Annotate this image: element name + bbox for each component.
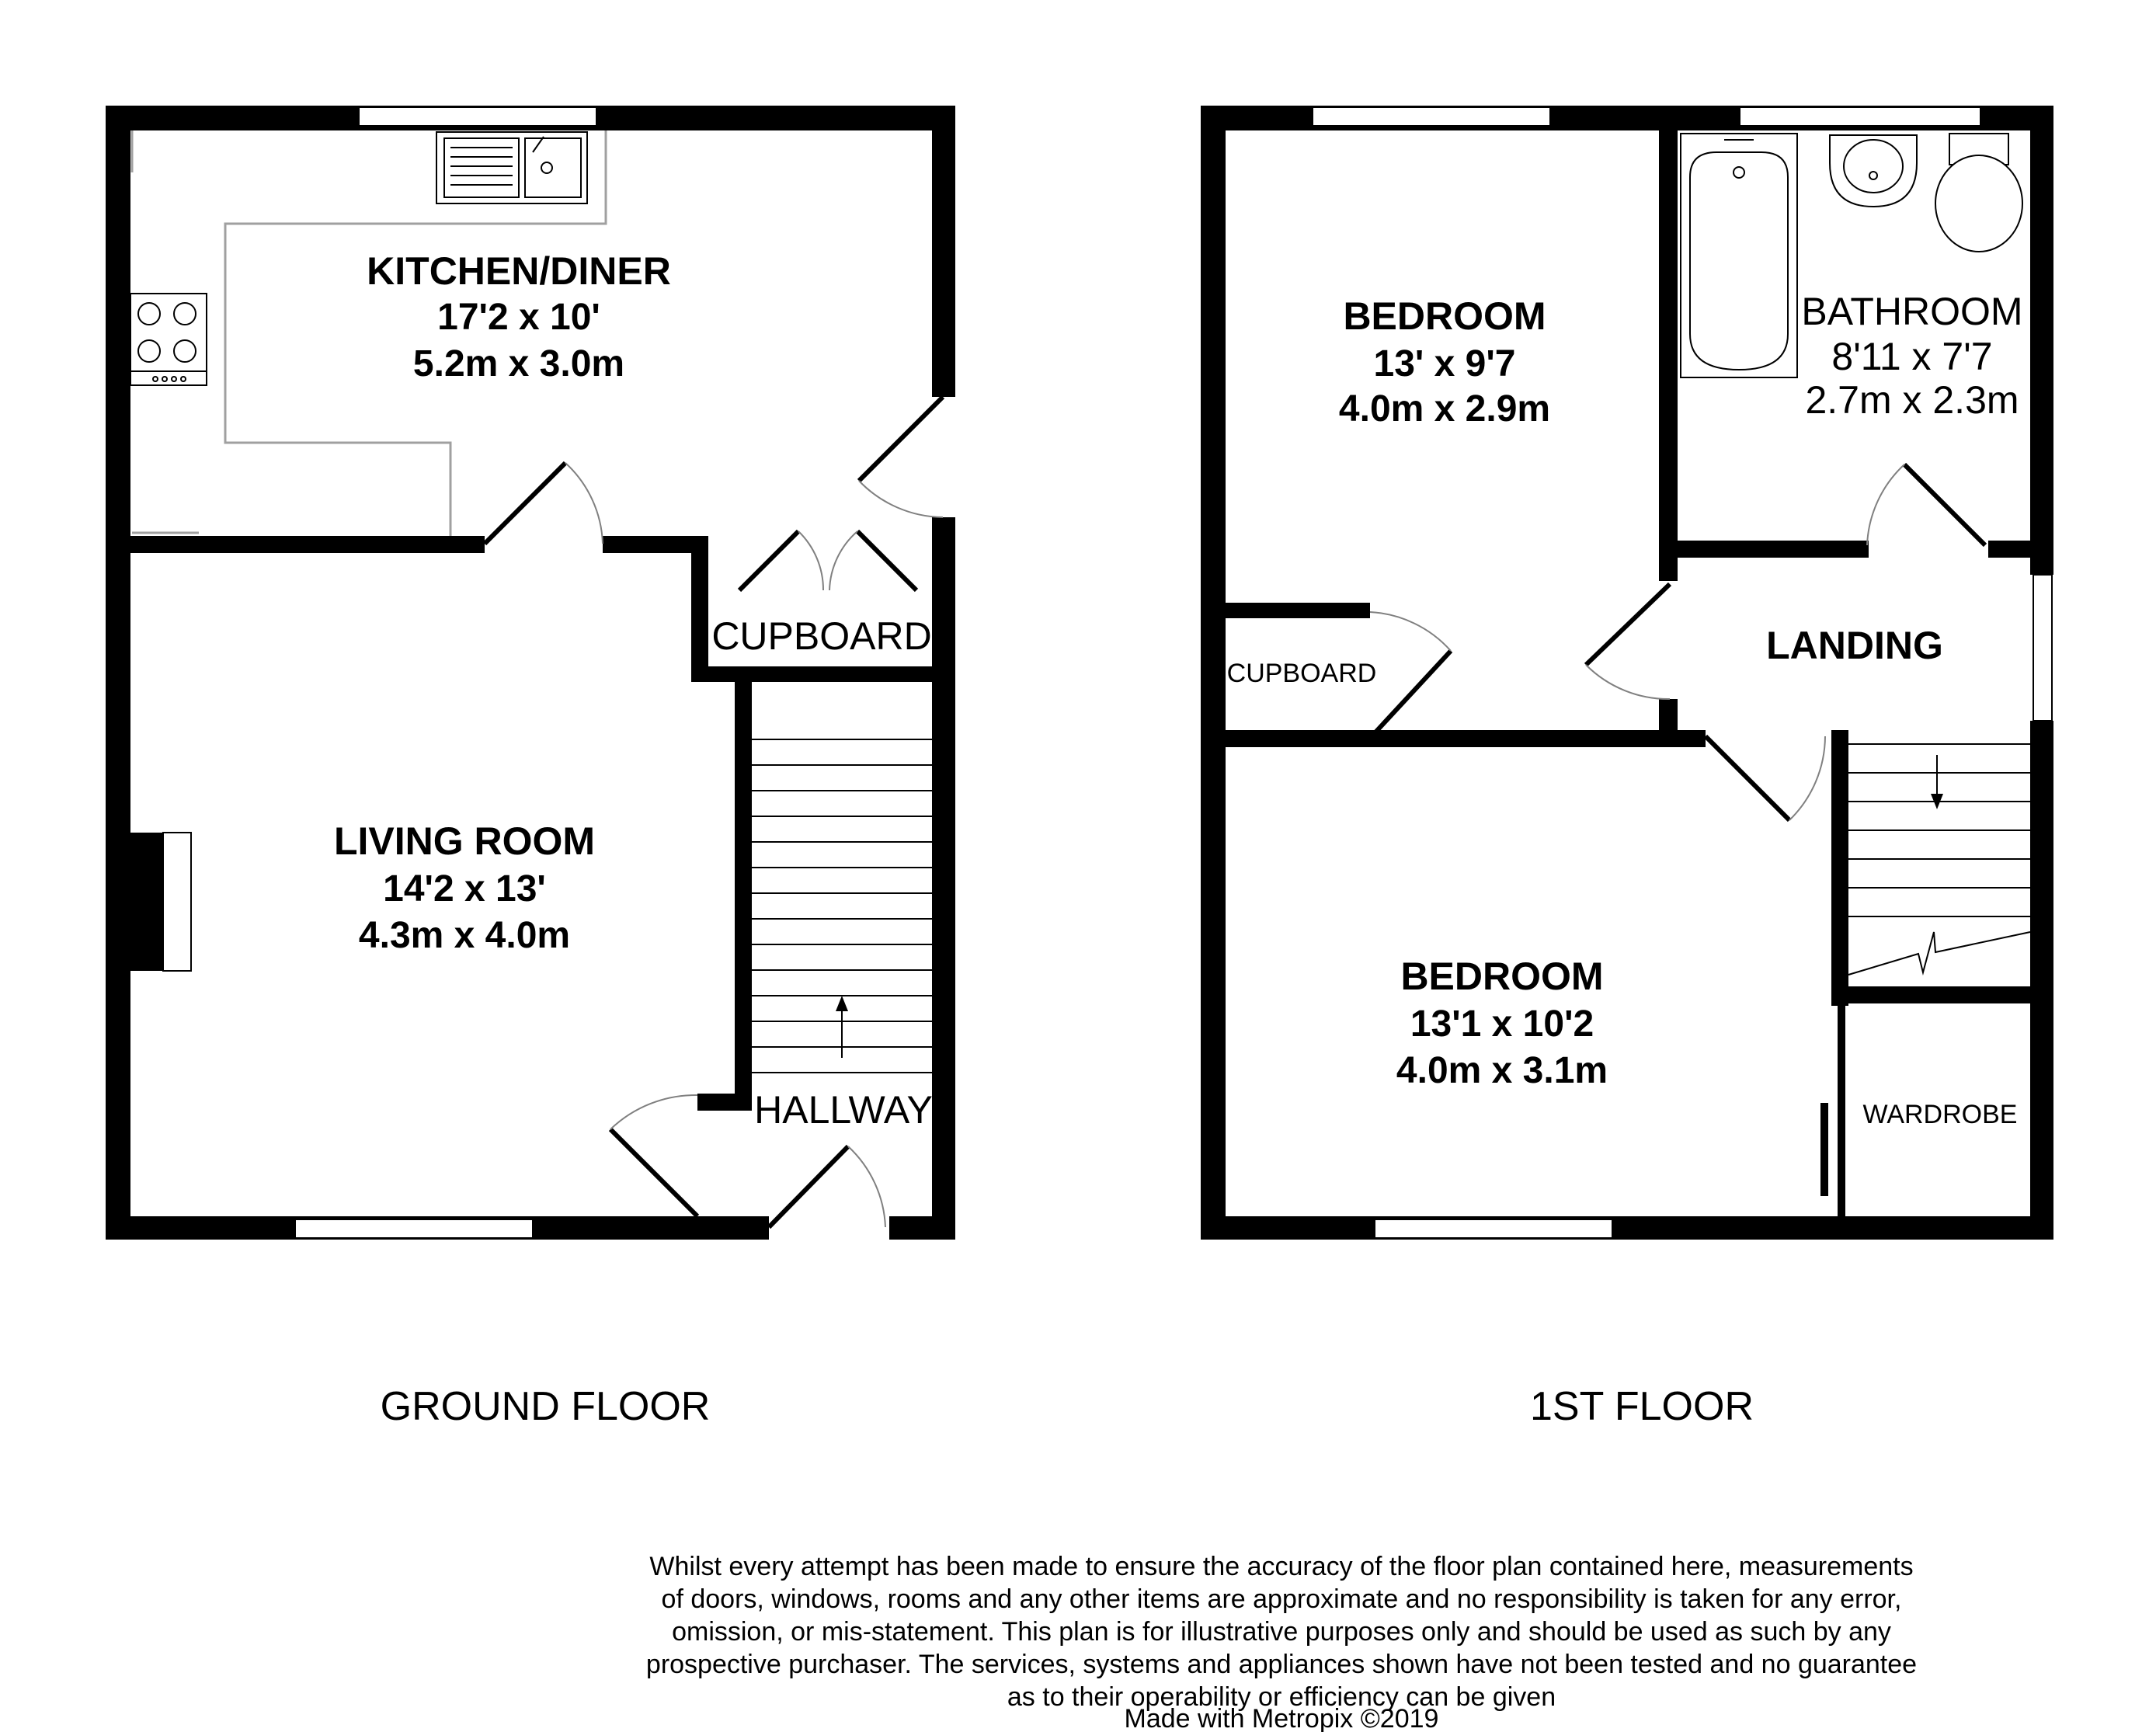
disclaimer: [646, 1552, 1917, 1712]
ground-floor-label: GROUND FLOOR: [380, 1384, 711, 1429]
ff-wall-bed1-bath: [1659, 106, 1678, 581]
ff-window-bedroom-2: [1375, 1219, 1612, 1238]
stair-up-arrow-icon: [836, 996, 848, 1058]
gf-door-cupboard-right: [829, 531, 916, 590]
ff-wardrobe-wall: [1838, 1002, 1845, 1227]
room-name-bedroom-2: BEDROOM: [1400, 955, 1604, 998]
room-size-imperial-bedroom-2: 13'1 x 10'2: [1410, 1003, 1594, 1045]
fireplace-chimney: [124, 833, 163, 971]
landing-label: LANDING: [1766, 624, 1943, 667]
ff-window-landing: [2033, 575, 2052, 721]
gf-door-kitchen-living: [485, 463, 603, 544]
room-size-imperial-kitchen-diner: 17'2 x 10': [437, 297, 600, 338]
ff-door-bedroom-1: [1586, 584, 1670, 699]
kitchen-hob-icon: [130, 294, 207, 385]
gf-cupboard-wall-bottom: [691, 666, 955, 682]
gf-front-door: [769, 1146, 885, 1227]
room-size-metric-kitchen-diner: 5.2m x 3.0m: [412, 343, 625, 384]
disclaimer-line: of doors, windows, rooms and any other items are approximate and no responsibility is taken for any error,: [661, 1584, 1902, 1614]
ff-wall-right-bottom: [2030, 721, 2053, 1240]
gf-cupboard-label: CUPBOARD: [711, 614, 932, 658]
gf-door-hallway-living: [610, 1095, 697, 1216]
gf-wall-kitchen-living-left: [106, 536, 485, 553]
ff-cupboard-label: CUPBOARD: [1226, 659, 1377, 688]
room-name-bedroom-1: BEDROOM: [1343, 294, 1546, 338]
room-size-imperial-bedroom-1: 13' x 9'7: [1373, 343, 1516, 384]
disclaimer-line: as to their operability or efficiency can be given: [1007, 1682, 1556, 1712]
fireplace-hearth: [163, 833, 191, 971]
ff-stair-wall-left: [1831, 730, 1848, 1006]
ff-stair-wall-bottom: [1831, 986, 2053, 1003]
gf-door-cupboard-left: [739, 531, 823, 590]
ff-door-cupboard: [1370, 612, 1451, 735]
disclaimer-line: prospective purchaser. The services, systems and appliances shown have not been tested and no guarantee: [645, 1650, 1918, 1679]
ff-door-bathroom: [1867, 464, 1985, 545]
ff-wardrobe-wall-lower: [1820, 1103, 1828, 1196]
wash-basin-icon: [1830, 135, 1917, 207]
gf-door-kitchen-side: [859, 397, 943, 517]
gf-window-kitchen: [359, 107, 596, 126]
room-size-metric-bedroom-2: 4.0m x 3.1m: [1396, 1050, 1608, 1091]
disclaimer-line: omission, or mis-statement. This plan is for illustrative purposes only and should be used as such by any: [672, 1617, 1891, 1647]
ff-cupboard-wall-top: [1201, 603, 1370, 618]
credit-line: Made with Metropix ©2019: [1124, 1704, 1439, 1732]
room-name-kitchen-diner: KITCHEN/DINER: [367, 249, 671, 293]
ff-wall-right-top: [2030, 106, 2053, 575]
room-size-metric-bathroom: 2.7m x 2.3m: [1805, 378, 2019, 422]
ff-wall-bed1-bed2: [1201, 730, 1706, 747]
ff-wall-bath-bottom-left: [1659, 541, 1869, 558]
ff-staircase: [1848, 744, 2030, 975]
gf-wall-left: [106, 106, 130, 1240]
first-floor-label: 1ST FLOOR: [1529, 1384, 1754, 1429]
disclaimer-line: Whilst every attempt has been made to ensure the accuracy of the floor plan contained here, measurements: [649, 1552, 1914, 1581]
room-size-metric-bedroom-1: 4.0m x 2.9m: [1338, 388, 1551, 430]
room-name-living-room: LIVING ROOM: [333, 819, 596, 863]
ff-wall-left: [1201, 106, 1226, 1240]
ff-window-bathroom: [1740, 107, 1980, 126]
gf-stair-wall: [735, 680, 752, 1111]
ff-window-bedroom-1: [1313, 107, 1550, 126]
gf-window-living: [295, 1219, 533, 1238]
toilet-icon: [1935, 134, 2022, 252]
kitchen-sink-icon: [436, 132, 587, 203]
gf-wall-right-bottom: [932, 517, 955, 1240]
wardrobe-label: WARDROBE: [1862, 1100, 2018, 1129]
ff-wall-bath-bottom-right: [1988, 541, 2053, 558]
bath-tub-icon: [1681, 134, 1797, 377]
ff-wall-bottom: [1201, 1216, 2053, 1240]
gf-wall-right-top: [932, 106, 955, 397]
gf-cupboard-wall-left: [691, 536, 708, 680]
room-size-imperial-bathroom: 8'11 x 7'7: [1831, 335, 1993, 378]
room-name-bathroom: BATHROOM: [1801, 290, 2023, 333]
hallway-label: HALLWAY: [754, 1088, 933, 1132]
ff-door-bedroom-2: [1706, 736, 1825, 820]
gf-stair-wall-foot: [697, 1094, 752, 1111]
room-size-imperial-living-room: 14'2 x 13': [383, 868, 546, 909]
room-size-metric-living-room: 4.3m x 4.0m: [358, 915, 571, 956]
